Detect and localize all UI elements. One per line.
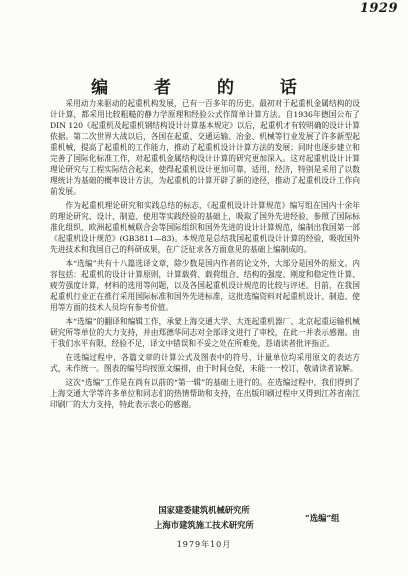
page-title: 编 者 的 话: [91, 78, 317, 98]
paragraph: 本“选编”的翻译和编辑工作，承蒙上海交通大学、大连起重机器厂、北京起重运输机械研究所等单位的大力支持，并由郑德华同志对全部译文进行了审校，在此一并表示感谢。由于我们水平有限，经验不足，译文中错误和不妥之处在所难免，恳请读者批评指正。: [50, 317, 360, 348]
page-number: 1929: [359, 1, 398, 16]
paragraph: 在选编过程中，各篇文章的计算公式及图表中的符号、计量单位均采用原文的表达方式，未作统一。图表的编号均按原文编排，由于时间仓促，未能一一校订，敬请读者谅解。: [50, 353, 360, 373]
paragraph: 采用动力来驱动的起重机构发展，已有一百多年的历史。最初对于起重机金属结构的设计计算，都采用比较粗糙的静力学原理和经验公式作简单计算方法。自1936年德国公布了DIN 120《起重机及起重机钢结构设计计算基本规定》以后，起重机才有较明确的设计计算依据。第二次世界大战以后，各国在起重、交通运输、冶金、机械等行业发展了许多新型起重机械，提高了起重机的工作能力，推动了起重机设计计算方法的发展；同时也逐步建立和完善了国际化标准工作，对起重机金属结构设计计算的研究更加深入。这对起重机设计计算理论研究与工程实际结合起来，使得起重机设计更加可靠，适用，经济，特别是采用了以数理统计为基础的概率设计方法，为起重机的计算开辟了新的途径，推动了起重机设计工作向前发展。: [50, 99, 360, 196]
signature-date: 1979年10月: [176, 540, 232, 549]
paragraph: 本“选编”共有十八篇选译文章，除少数是国内作者的论文外，大部分是国外的原文。内容包括：起重机的设计计算原则，计算载荷、载荷组合、结构的强度、刚度和稳定性计算、疲劳强度计算，材料的选用等问题，以及各国起重机设计规范的比较与评述。目前，在我国起重机行业正在推行采用国际标准和国外先进标准，这批选编资料对起重机设计、制造、使用等方面的技术人员均有参考价值。: [50, 259, 360, 312]
body-text: [50, 98, 360, 413]
signature-org-2: 上海市建筑施工技术研究所: [154, 520, 254, 530]
signature-org-1: 国家建委建筑机械研究所: [158, 505, 250, 515]
signature-group: “选编”组: [305, 513, 340, 523]
paragraph: 作为起重机理论研究和实践总结的标志，《起重机设计计算规范》编写组在国内十余年的理论研究、设计、制造、使用等实践经验的基础上，吸取了国外先进经验，参照了国际标准化组织、欧洲起重机械联合会等国际组织和国外先进的设计计算规范，编制出我国第一部《起重机设计规范》(GB3811—83)。本规范是总结我国起重机设计计算的经验，吸收国外先进技术和我国自己的科研成果，在广泛征求各方面意见的基础上编制成的。: [50, 201, 360, 254]
paragraph: 这次“选编”工作是在尚有以前的“第一辑”的基础上进行的。在选编过程中，我们得到了上海交通大学等许多单位和同志们的热情帮助和支持，在出版印刷过程中又得到江苏省南江印刷厂的大力支持，特此表示衷心的感谢。: [50, 378, 360, 409]
